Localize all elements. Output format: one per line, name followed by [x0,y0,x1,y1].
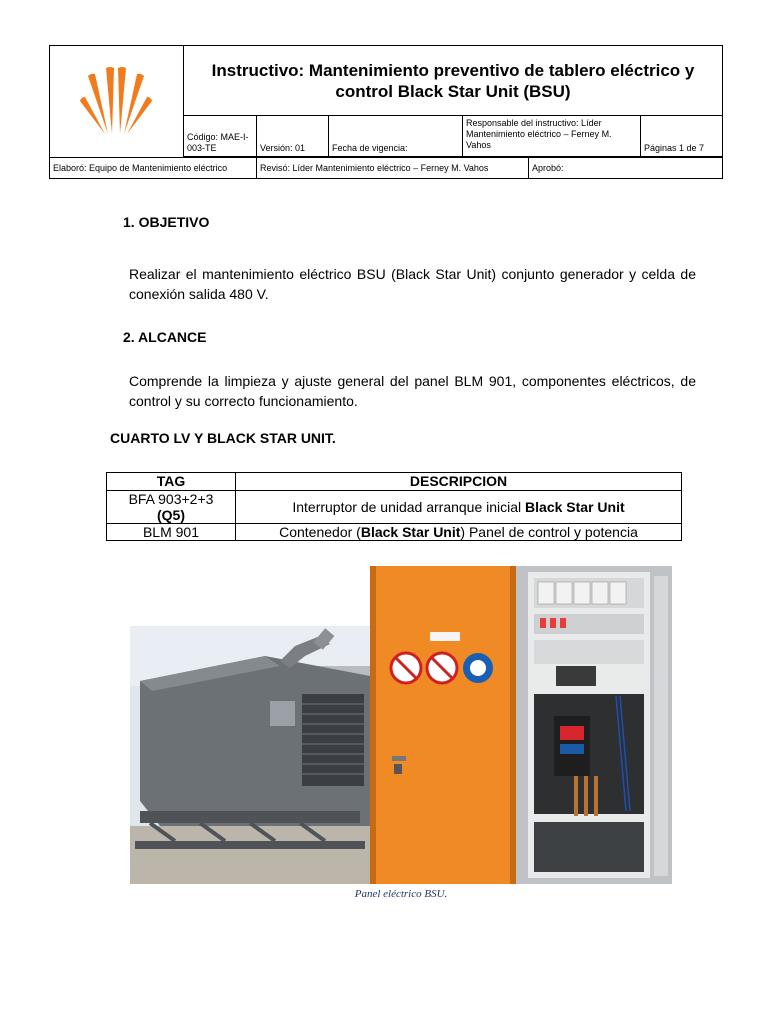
panel-door-photo [370,566,516,884]
tag-line1: BFA 903+2+3 [128,491,214,507]
meta-row [184,116,722,157]
description-cell [236,491,682,524]
description-bold: Black Star Unit [360,524,461,540]
elaboro-cell: Elaboró: Equipo de Mantenimiento eléctrico [50,158,257,178]
table-row [107,491,682,524]
tag-line2: (Q5) [157,507,185,523]
fecha-cell: Fecha de vigencia: [329,116,463,156]
alcance-text: Comprende la limpieza y ajuste general del panel BLM 901, componentes eléctricos, de control y su correcto funcionamiento. [129,373,696,409]
column-header-tag: TAG [107,473,236,491]
document-header [49,45,723,179]
cuarto-heading: CUARTO LV Y BLACK STAR UNIT. [110,430,336,446]
company-logo [50,46,184,157]
codigo-cell: Código: MAE-I-003-TE [184,116,257,156]
description-bold: Black Star Unit [525,499,625,515]
aprobo-cell: Aprobó: [532,163,564,173]
sign-row [50,157,722,178]
tag-table [106,472,682,541]
responsable-cell: Responsable del instructivo: Líder Mantenimiento eléctrico – Ferney M. Vahos [463,116,641,156]
tag-cell [107,491,236,524]
document-title: Instructivo: Mantenimiento preventivo de tablero eléctrico y control Black Star Unit (BSU) [184,46,722,116]
control-panel-photo [516,566,672,884]
version-cell: Versión: 01 [257,116,329,156]
column-header-descripcion: DESCRIPCION [236,473,682,491]
logo-cell [50,46,184,157]
figure-caption: Panel eléctrico BSU. [354,888,448,900]
tag-cell: BLM 901 [107,524,236,541]
paginas-cell: Páginas 1 de 7 [644,143,705,153]
table-header-row [107,473,682,491]
description-text: Contenedor ( [279,524,361,540]
description-cell [236,524,682,541]
generator-photo [130,626,370,884]
description-text: Interruptor de unidad arranque inicial [292,499,526,515]
table-row [107,524,682,541]
alcance-heading: 2. ALCANCE [123,329,207,345]
objetivo-heading: 1. OBJETIVO [123,214,210,230]
description-text-end: ) Panel de control y potencia [460,524,638,540]
objetivo-text: Realizar el mantenimiento eléctrico BSU (Black Star Unit) conjunto generador y celda de conexión salida 480 V. [129,266,696,302]
reviso-cell: Revisó: Líder Mantenimiento eléctrico – Ferney M. Vahos [257,158,529,178]
